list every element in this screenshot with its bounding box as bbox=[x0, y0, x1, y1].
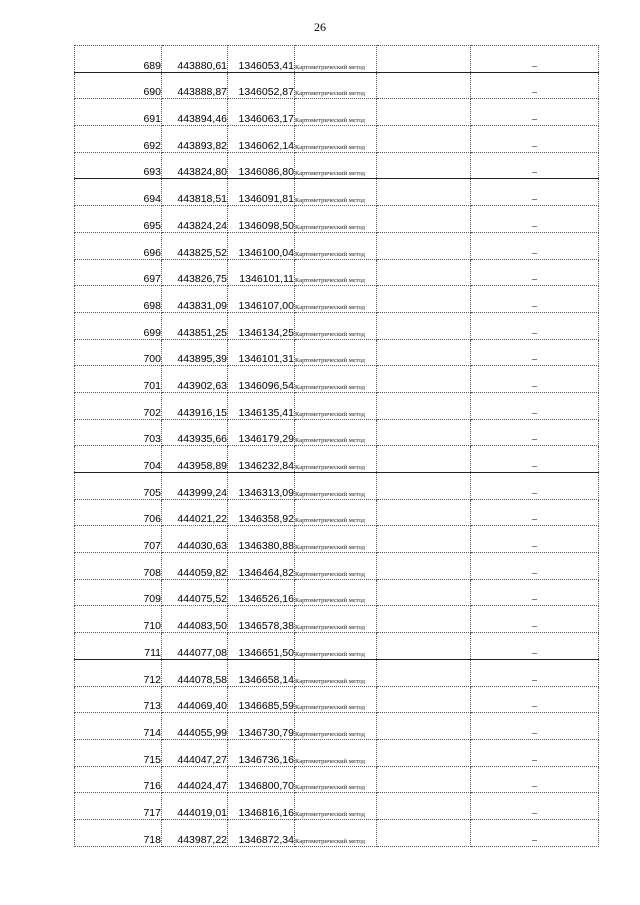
table-row bbox=[75, 339, 599, 366]
table-row bbox=[75, 473, 599, 500]
point-number-cell: 714 bbox=[75, 713, 162, 740]
table-row bbox=[75, 766, 599, 793]
empty-cell bbox=[377, 46, 471, 73]
y-coordinate-cell: 1346816,16 bbox=[228, 793, 295, 820]
y-coordinate-cell: 1346179,29 bbox=[228, 419, 295, 446]
method-cell: Картометрический метод bbox=[295, 499, 377, 526]
table-row bbox=[75, 312, 599, 339]
table-row bbox=[75, 179, 599, 206]
table-row bbox=[75, 152, 599, 179]
y-coordinate-cell: 1346134,25 bbox=[228, 312, 295, 339]
empty-cell bbox=[377, 473, 471, 500]
method-cell: Картометрический метод bbox=[295, 793, 377, 820]
empty-cell bbox=[377, 152, 471, 179]
empty-cell bbox=[377, 339, 471, 366]
x-coordinate-cell: 444077,08 bbox=[162, 633, 228, 660]
table-row bbox=[75, 99, 599, 126]
table-row bbox=[75, 366, 599, 393]
point-number-cell: 708 bbox=[75, 553, 162, 580]
dash-cell: – bbox=[471, 206, 599, 233]
dash-cell: – bbox=[471, 312, 599, 339]
point-number-cell: 696 bbox=[75, 232, 162, 259]
x-coordinate-cell: 443895,39 bbox=[162, 339, 228, 366]
dash-cell: – bbox=[471, 126, 599, 153]
y-coordinate-cell: 1346096,54 bbox=[228, 366, 295, 393]
empty-cell bbox=[377, 206, 471, 233]
x-coordinate-cell: 444047,27 bbox=[162, 739, 228, 766]
point-number-cell: 691 bbox=[75, 99, 162, 126]
y-coordinate-cell: 1346736,16 bbox=[228, 739, 295, 766]
x-coordinate-cell: 443935,66 bbox=[162, 419, 228, 446]
table-row bbox=[75, 606, 599, 633]
method-cell: Картометрический метод bbox=[295, 553, 377, 580]
table-row bbox=[75, 633, 599, 660]
table-row bbox=[75, 686, 599, 713]
table-row bbox=[75, 286, 599, 313]
point-number-cell: 711 bbox=[75, 633, 162, 660]
method-cell: Картометрический метод bbox=[295, 312, 377, 339]
point-number-cell: 697 bbox=[75, 259, 162, 286]
table-row bbox=[75, 819, 599, 846]
x-coordinate-cell: 443825,52 bbox=[162, 232, 228, 259]
y-coordinate-cell: 1346062,14 bbox=[228, 126, 295, 153]
point-number-cell: 701 bbox=[75, 366, 162, 393]
x-coordinate-cell: 443987,22 bbox=[162, 819, 228, 846]
dash-cell: – bbox=[471, 553, 599, 580]
empty-cell bbox=[377, 312, 471, 339]
point-number-cell: 709 bbox=[75, 579, 162, 606]
point-number-cell: 693 bbox=[75, 152, 162, 179]
y-coordinate-cell: 1346578,38 bbox=[228, 606, 295, 633]
point-number-cell: 707 bbox=[75, 526, 162, 553]
method-cell: Картометрический метод bbox=[295, 473, 377, 500]
x-coordinate-cell: 444078,58 bbox=[162, 659, 228, 686]
point-number-cell: 694 bbox=[75, 179, 162, 206]
y-coordinate-cell: 1346086,80 bbox=[228, 152, 295, 179]
dash-cell: – bbox=[471, 819, 599, 846]
dash-cell: – bbox=[471, 606, 599, 633]
coordinates-table-body bbox=[75, 46, 599, 847]
method-cell: Картометрический метод bbox=[295, 633, 377, 660]
empty-cell bbox=[377, 553, 471, 580]
method-cell: Картометрический метод bbox=[295, 152, 377, 179]
x-coordinate-cell: 444055,99 bbox=[162, 713, 228, 740]
point-number-cell: 702 bbox=[75, 392, 162, 419]
y-coordinate-cell: 1346464,82 bbox=[228, 553, 295, 580]
x-coordinate-cell: 443880,61 bbox=[162, 46, 228, 73]
y-coordinate-cell: 1346107,00 bbox=[228, 286, 295, 313]
table-row bbox=[75, 206, 599, 233]
table-row bbox=[75, 232, 599, 259]
x-coordinate-cell: 443851,25 bbox=[162, 312, 228, 339]
dash-cell: – bbox=[471, 419, 599, 446]
empty-cell bbox=[377, 126, 471, 153]
x-coordinate-cell: 444021,22 bbox=[162, 499, 228, 526]
dash-cell: – bbox=[471, 446, 599, 473]
empty-cell bbox=[377, 819, 471, 846]
x-coordinate-cell: 443894,46 bbox=[162, 99, 228, 126]
y-coordinate-cell: 1346052,87 bbox=[228, 72, 295, 99]
y-coordinate-cell: 1346232,84 bbox=[228, 446, 295, 473]
empty-cell bbox=[377, 99, 471, 126]
dash-cell: – bbox=[471, 739, 599, 766]
point-number-cell: 703 bbox=[75, 419, 162, 446]
dash-cell: – bbox=[471, 339, 599, 366]
method-cell: Картометрический метод bbox=[295, 366, 377, 393]
y-coordinate-cell: 1346685,59 bbox=[228, 686, 295, 713]
empty-cell bbox=[377, 526, 471, 553]
dash-cell: – bbox=[471, 686, 599, 713]
dash-cell: – bbox=[471, 473, 599, 500]
dash-cell: – bbox=[471, 366, 599, 393]
y-coordinate-cell: 1346730,79 bbox=[228, 713, 295, 740]
y-coordinate-cell: 1346651,50 bbox=[228, 633, 295, 660]
dash-cell: – bbox=[471, 46, 599, 73]
table-row bbox=[75, 713, 599, 740]
empty-cell bbox=[377, 179, 471, 206]
method-cell: Картометрический метод bbox=[295, 286, 377, 313]
dash-cell: – bbox=[471, 793, 599, 820]
x-coordinate-cell: 443824,24 bbox=[162, 206, 228, 233]
table-row bbox=[75, 793, 599, 820]
table-row bbox=[75, 499, 599, 526]
table-row bbox=[75, 72, 599, 99]
x-coordinate-cell: 444019,01 bbox=[162, 793, 228, 820]
method-cell: Картометрический метод bbox=[295, 392, 377, 419]
point-number-cell: 704 bbox=[75, 446, 162, 473]
dash-cell: – bbox=[471, 286, 599, 313]
method-cell: Картометрический метод bbox=[295, 46, 377, 73]
empty-cell bbox=[377, 633, 471, 660]
y-coordinate-cell: 1346658,14 bbox=[228, 659, 295, 686]
point-number-cell: 713 bbox=[75, 686, 162, 713]
point-number-cell: 699 bbox=[75, 312, 162, 339]
dash-cell: – bbox=[471, 713, 599, 740]
y-coordinate-cell: 1346063,17 bbox=[228, 99, 295, 126]
table-row bbox=[75, 446, 599, 473]
coordinates-table bbox=[74, 45, 599, 847]
method-cell: Картометрический метод bbox=[295, 819, 377, 846]
dash-cell: – bbox=[471, 179, 599, 206]
x-coordinate-cell: 443824,80 bbox=[162, 152, 228, 179]
y-coordinate-cell: 1346101,11 bbox=[228, 259, 295, 286]
method-cell: Картометрический метод bbox=[295, 419, 377, 446]
point-number-cell: 698 bbox=[75, 286, 162, 313]
method-cell: Картометрический метод bbox=[295, 526, 377, 553]
method-cell: Картометрический метод bbox=[295, 579, 377, 606]
method-cell: Картометрический метод bbox=[295, 206, 377, 233]
x-coordinate-cell: 444075,52 bbox=[162, 579, 228, 606]
method-cell: Картометрический метод bbox=[295, 232, 377, 259]
x-coordinate-cell: 444030,63 bbox=[162, 526, 228, 553]
dash-cell: – bbox=[471, 72, 599, 99]
empty-cell bbox=[377, 686, 471, 713]
y-coordinate-cell: 1346091,81 bbox=[228, 179, 295, 206]
x-coordinate-cell: 443826,75 bbox=[162, 259, 228, 286]
empty-cell bbox=[377, 713, 471, 740]
empty-cell bbox=[377, 793, 471, 820]
empty-cell bbox=[377, 366, 471, 393]
dash-cell: – bbox=[471, 526, 599, 553]
method-cell: Картометрический метод bbox=[295, 179, 377, 206]
y-coordinate-cell: 1346380,88 bbox=[228, 526, 295, 553]
empty-cell bbox=[377, 739, 471, 766]
x-coordinate-cell: 443958,89 bbox=[162, 446, 228, 473]
point-number-cell: 718 bbox=[75, 819, 162, 846]
method-cell: Картометрический метод bbox=[295, 686, 377, 713]
point-number-cell: 706 bbox=[75, 499, 162, 526]
empty-cell bbox=[377, 232, 471, 259]
method-cell: Картометрический метод bbox=[295, 446, 377, 473]
table-row bbox=[75, 126, 599, 153]
point-number-cell: 692 bbox=[75, 126, 162, 153]
dash-cell: – bbox=[471, 99, 599, 126]
y-coordinate-cell: 1346100,04 bbox=[228, 232, 295, 259]
y-coordinate-cell: 1346101,31 bbox=[228, 339, 295, 366]
table-row bbox=[75, 659, 599, 686]
x-coordinate-cell: 444059,82 bbox=[162, 553, 228, 580]
dash-cell: – bbox=[471, 766, 599, 793]
table-row bbox=[75, 259, 599, 286]
dash-cell: – bbox=[471, 633, 599, 660]
table-row bbox=[75, 526, 599, 553]
point-number-cell: 695 bbox=[75, 206, 162, 233]
empty-cell bbox=[377, 499, 471, 526]
dash-cell: – bbox=[471, 579, 599, 606]
x-coordinate-cell: 443916,15 bbox=[162, 392, 228, 419]
y-coordinate-cell: 1346098,50 bbox=[228, 206, 295, 233]
empty-cell bbox=[377, 259, 471, 286]
empty-cell bbox=[377, 286, 471, 313]
point-number-cell: 705 bbox=[75, 473, 162, 500]
empty-cell bbox=[377, 606, 471, 633]
method-cell: Картометрический метод bbox=[295, 339, 377, 366]
point-number-cell: 690 bbox=[75, 72, 162, 99]
y-coordinate-cell: 1346135,41 bbox=[228, 392, 295, 419]
page-number: 26 bbox=[314, 20, 326, 34]
x-coordinate-cell: 444024,47 bbox=[162, 766, 228, 793]
method-cell: Картометрический метод bbox=[295, 713, 377, 740]
method-cell: Картометрический метод bbox=[295, 126, 377, 153]
point-number-cell: 710 bbox=[75, 606, 162, 633]
table-row bbox=[75, 553, 599, 580]
method-cell: Картометрический метод bbox=[295, 72, 377, 99]
dash-cell: – bbox=[471, 659, 599, 686]
method-cell: Картометрический метод bbox=[295, 766, 377, 793]
method-cell: Картометрический метод bbox=[295, 739, 377, 766]
table-row bbox=[75, 579, 599, 606]
x-coordinate-cell: 443893,82 bbox=[162, 126, 228, 153]
dash-cell: – bbox=[471, 499, 599, 526]
method-cell: Картометрический метод bbox=[295, 99, 377, 126]
y-coordinate-cell: 1346313,09 bbox=[228, 473, 295, 500]
y-coordinate-cell: 1346053,41 bbox=[228, 46, 295, 73]
point-number-cell: 716 bbox=[75, 766, 162, 793]
empty-cell bbox=[377, 579, 471, 606]
dash-cell: – bbox=[471, 259, 599, 286]
x-coordinate-cell: 444069,40 bbox=[162, 686, 228, 713]
point-number-cell: 700 bbox=[75, 339, 162, 366]
empty-cell bbox=[377, 419, 471, 446]
y-coordinate-cell: 1346872,34 bbox=[228, 819, 295, 846]
x-coordinate-cell: 443888,87 bbox=[162, 72, 228, 99]
empty-cell bbox=[377, 392, 471, 419]
method-cell: Картометрический метод bbox=[295, 606, 377, 633]
y-coordinate-cell: 1346526,16 bbox=[228, 579, 295, 606]
empty-cell bbox=[377, 446, 471, 473]
y-coordinate-cell: 1346358,92 bbox=[228, 499, 295, 526]
table-row bbox=[75, 739, 599, 766]
point-number-cell: 712 bbox=[75, 659, 162, 686]
x-coordinate-cell: 444083,50 bbox=[162, 606, 228, 633]
point-number-cell: 715 bbox=[75, 739, 162, 766]
method-cell: Картометрический метод bbox=[295, 259, 377, 286]
dash-cell: – bbox=[471, 232, 599, 259]
table-row bbox=[75, 392, 599, 419]
empty-cell bbox=[377, 766, 471, 793]
table-row bbox=[75, 46, 599, 73]
table-row bbox=[75, 419, 599, 446]
method-cell: Картометрический метод bbox=[295, 659, 377, 686]
dash-cell: – bbox=[471, 392, 599, 419]
x-coordinate-cell: 443831,09 bbox=[162, 286, 228, 313]
x-coordinate-cell: 443902,63 bbox=[162, 366, 228, 393]
y-coordinate-cell: 1346800,70 bbox=[228, 766, 295, 793]
empty-cell bbox=[377, 72, 471, 99]
point-number-cell: 689 bbox=[75, 46, 162, 73]
empty-cell bbox=[377, 659, 471, 686]
x-coordinate-cell: 443818,51 bbox=[162, 179, 228, 206]
dash-cell: – bbox=[471, 152, 599, 179]
x-coordinate-cell: 443999,24 bbox=[162, 473, 228, 500]
point-number-cell: 717 bbox=[75, 793, 162, 820]
